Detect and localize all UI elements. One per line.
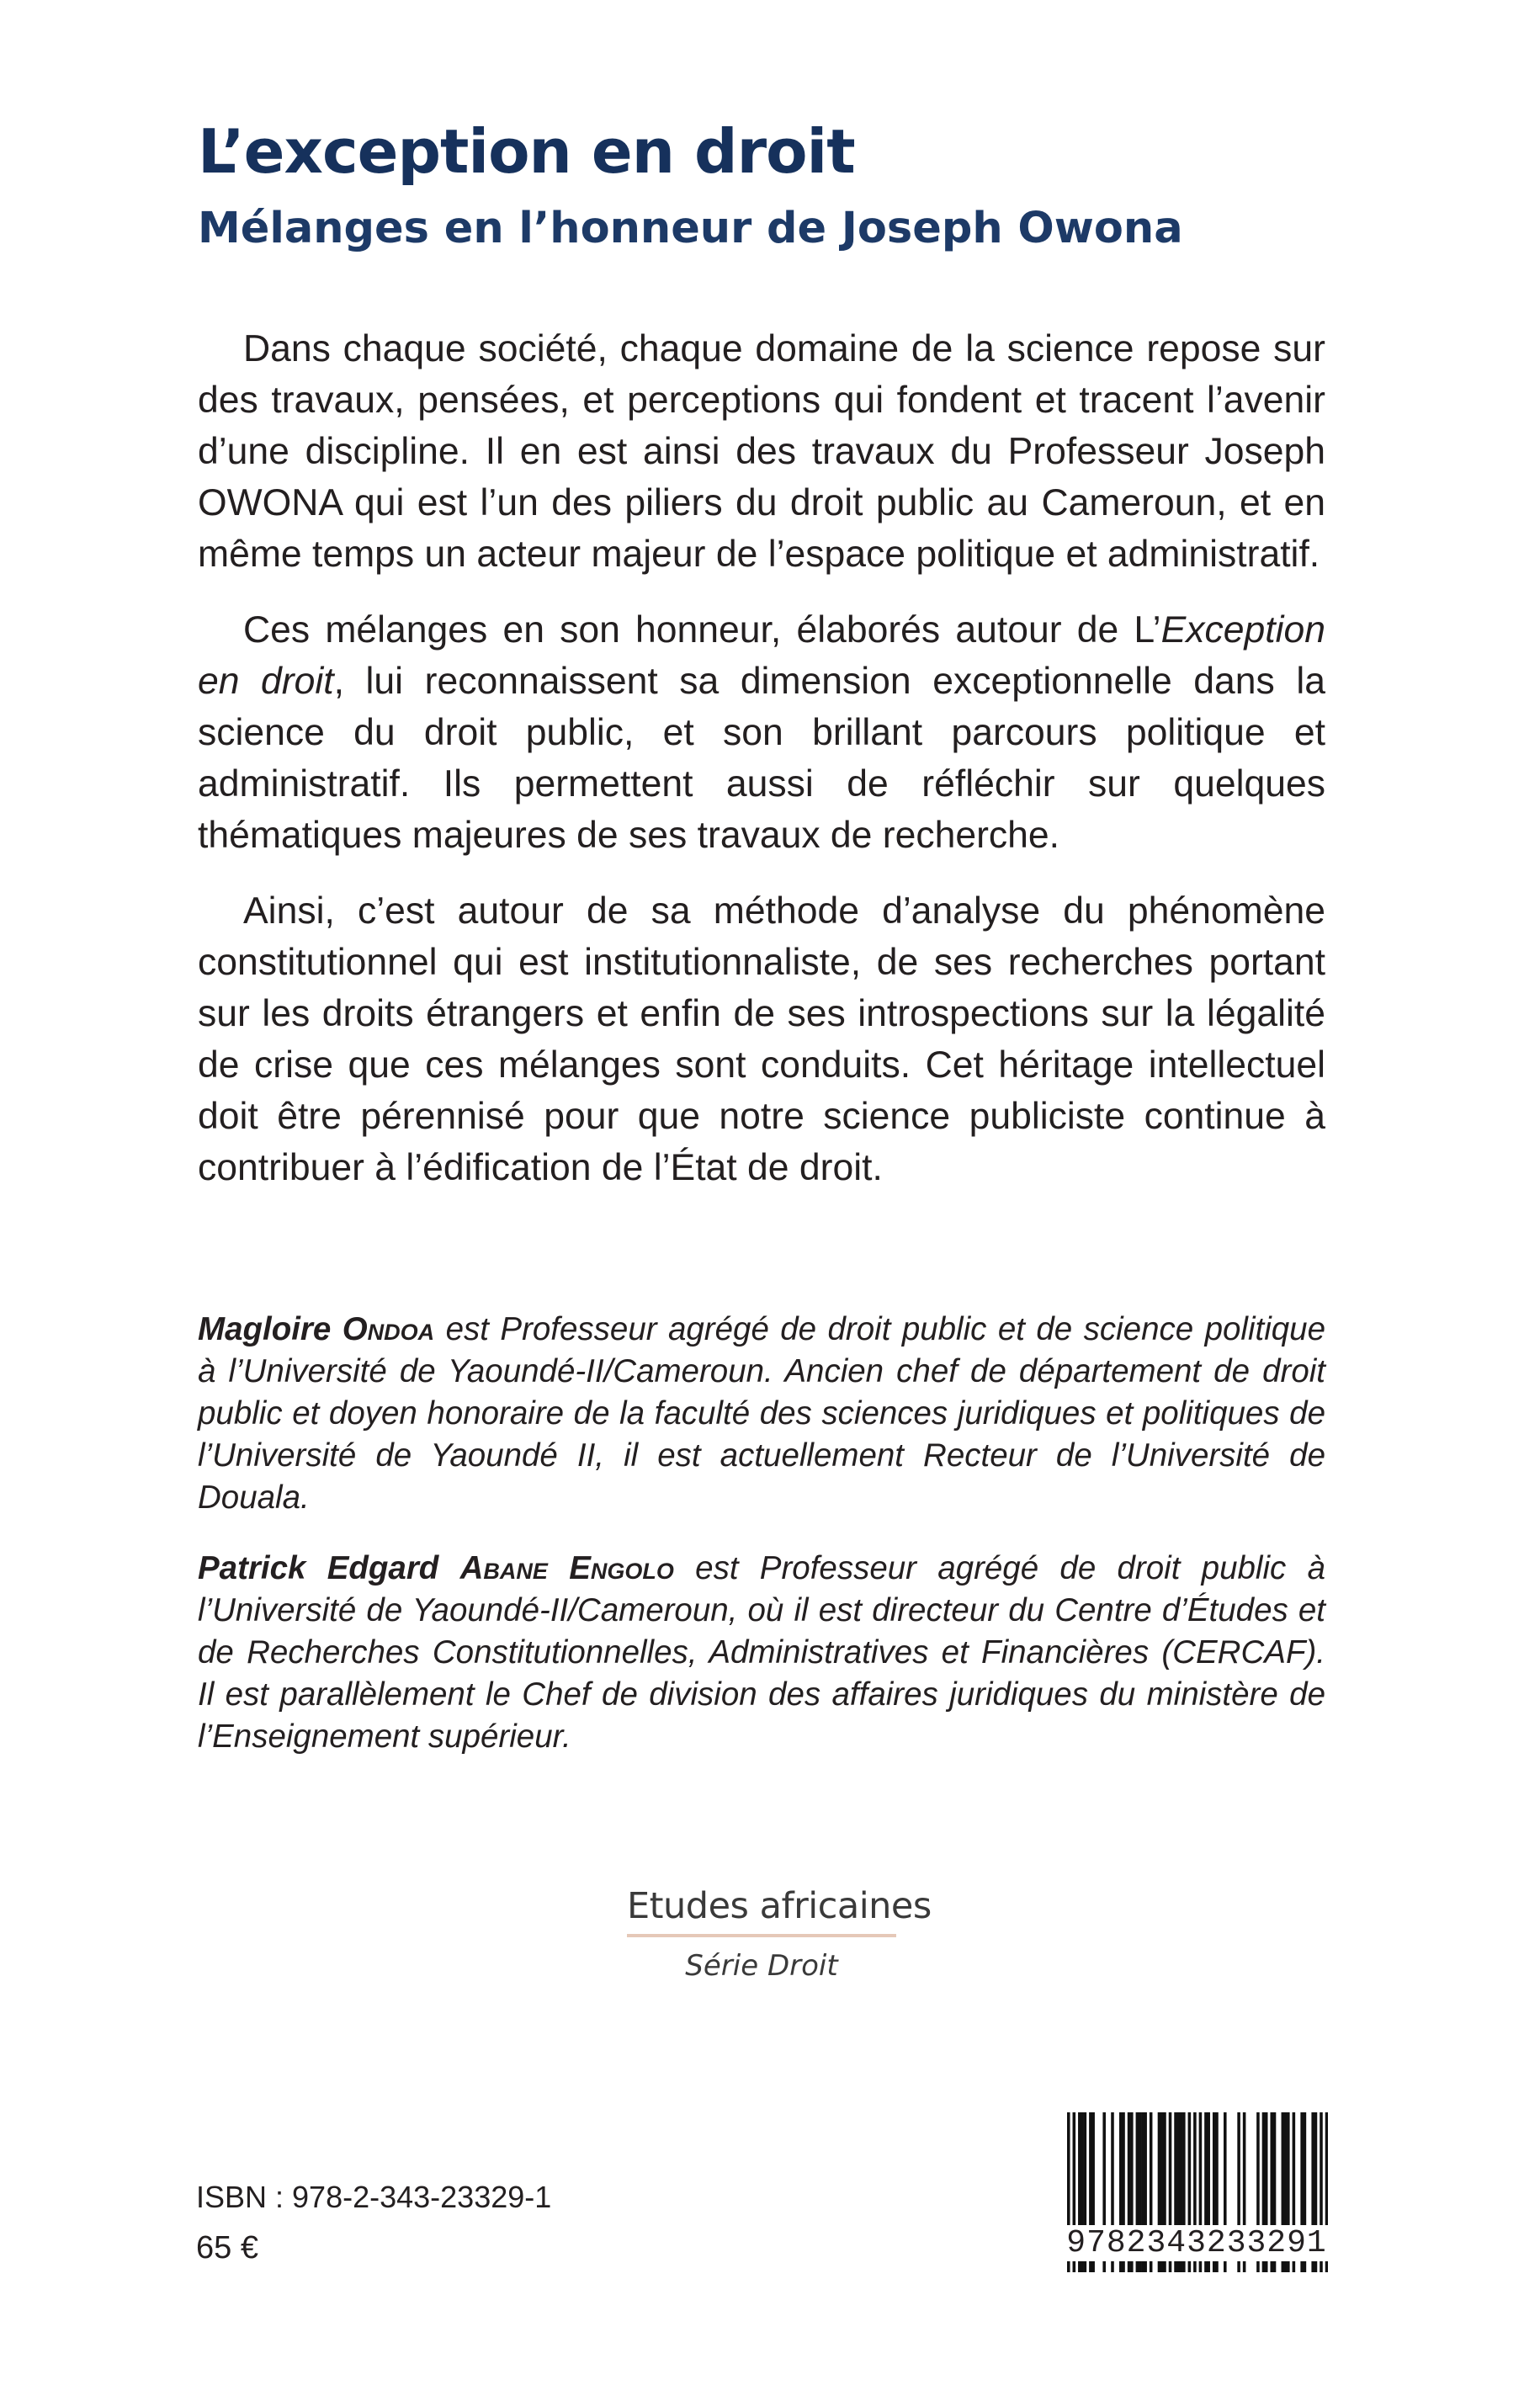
series-logo xyxy=(627,1885,932,1983)
author-2-last-name: Abane Engolo xyxy=(459,1550,674,1586)
book-subtitle: Mélanges en l’honneur de Joseph Owona xyxy=(198,204,1183,253)
book-title: L’exception en droit xyxy=(198,116,855,187)
series-subtitle: Série Droit xyxy=(685,1949,838,1983)
summary-p2-italic: Exception en droit xyxy=(198,609,1325,702)
summary-paragraph-1: Dans chaque société, chaque domaine de la science repose sur des travaux, pensées, et perceptions qui fondent et tracent l’avenir d’une discipline. Il en est ainsi des travaux du Professeur Joseph OWONA qui est l’un des piliers du droit public au Cameroun, et en même temps un acteur majeur de l’espace politique et administratif. xyxy=(198,328,1325,575)
author-1-last-name: Ondoa xyxy=(342,1311,435,1347)
author-1-bio: est Professeur agrégé de droit public et de science politique à l’Université de Yaoundé-II/Cameroun. Ancien chef de département de droit public et doyen honoraire de la faculté des sciences juridiques et politiques de l’Université de Yaoundé II, il est actuellement Recteur de l’Université de Douala. xyxy=(198,1311,1325,1516)
author-2-first-name: Patrick Edgard xyxy=(198,1550,439,1586)
summary-paragraph-2 xyxy=(198,604,1325,861)
author-bio-2 xyxy=(198,1548,1325,1758)
series-name: Etudes africaines xyxy=(627,1885,932,1927)
author-2-bio: est Professeur agrégé de droit public à l’Université de Yaoundé-II/Cameroun, où il est directeur du Centre d’Études et de Recherches Constitutionnelles, Administratives et Financières (CERCAF). Il est parallèlement le Chef de division des affaires juridiques du ministère de l’Enseignement supérieur. xyxy=(198,1550,1325,1755)
author-bios xyxy=(198,1309,1325,1787)
price: 65 € xyxy=(196,2230,258,2265)
summary-p2-start: Ces mélanges en son honneur, élaborés autour de L’ xyxy=(243,609,1161,651)
back-cover-summary xyxy=(198,323,1325,1218)
barcode-digits: 9782343233291 xyxy=(1062,2225,1331,2261)
isbn: ISBN : 978-2-343-23329-1 xyxy=(196,2180,552,2214)
author-1-first-name: Magloire xyxy=(198,1311,332,1347)
series-divider xyxy=(627,1934,896,1937)
summary-paragraph-3: Ainsi, c’est autour de sa méthode d’analyse du phénomène constitutionnel qui est institutionnaliste, de ses recherches portant sur les droits étrangers et enfin de ses introspections sur la légalité de crise que ces mélanges sont conduits. Cet héritage intellectuel doit être pérennisé pour que notre science publiciste continue à contribuer à l’édification de l’État de droit. xyxy=(198,890,1325,1188)
author-bio-1 xyxy=(198,1309,1325,1519)
summary-p2-end: , lui reconnaissent sa dimension exceptionnelle dans la science du droit public, et son brillant parcours politique et administratif. Ils permettent aussi de réfléchir sur quelques thématiques majeures de ses travaux de recherche. xyxy=(198,661,1325,856)
